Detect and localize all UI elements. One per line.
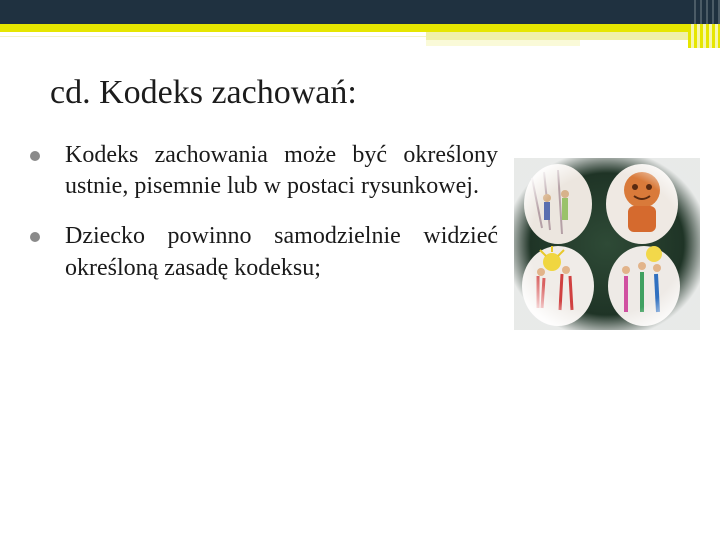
- bullet-text: Kodeks zachowania może być określony ustnie, pisemnie lub w postaci rysunkowej.: [65, 142, 498, 200]
- bullet-item: [30, 140, 498, 202]
- bullet-item: [30, 221, 498, 283]
- accent-thin-line: [0, 36, 426, 37]
- bullet-dot-icon: [30, 151, 40, 161]
- bullet-dot-icon: [30, 232, 40, 242]
- top-bar: [0, 0, 720, 24]
- accent-band-tertiary: [426, 40, 580, 46]
- accent-band-secondary: [426, 32, 720, 40]
- top-bar-stripes: [690, 0, 720, 24]
- children-drawings-image: [514, 158, 700, 330]
- slide-title: cd. Kodeks zachowań:: [50, 74, 357, 111]
- bullet-list: [30, 140, 498, 303]
- accent-band: [0, 24, 720, 32]
- accent-edge-stripes: [688, 24, 720, 48]
- bullet-text: Dziecko powinno samodzielnie widzieć określoną zasadę kodeksu;: [65, 223, 498, 281]
